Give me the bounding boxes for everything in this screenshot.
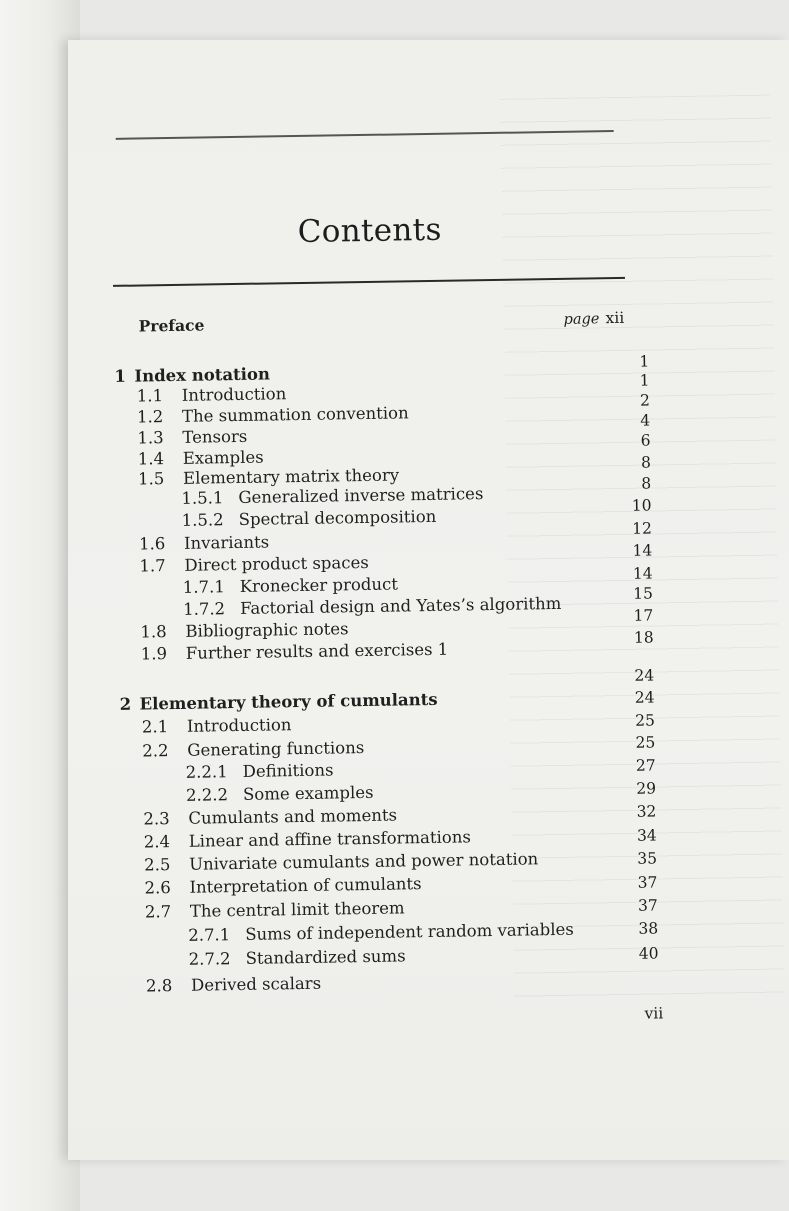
toc-entry-title: Introduction bbox=[181, 384, 287, 405]
toc-entry-title: Sums of independent random variables bbox=[245, 919, 574, 944]
toc-entry-number: 2.7.2 bbox=[188, 949, 231, 969]
toc-entry-title: Elementary matrix theory bbox=[182, 465, 400, 488]
toc-entry-number: 2.2.2 bbox=[185, 785, 229, 805]
toc-entry-page: 25 bbox=[635, 733, 656, 752]
toc-entry-title: Index notation bbox=[134, 364, 271, 386]
toc-entry-page: 40 bbox=[638, 944, 659, 963]
toc-entry-number: 2.3 bbox=[143, 809, 170, 829]
page-content bbox=[59, 34, 789, 1165]
toc-entry-number: 1.5.1 bbox=[181, 488, 224, 508]
toc-entry-number: 1.2 bbox=[136, 407, 164, 427]
toc-entry-title: Examples bbox=[182, 447, 264, 468]
toc-entry-number: 1 bbox=[114, 366, 127, 386]
toc-entry-number: 1.5 bbox=[137, 469, 165, 489]
page-title: Contents bbox=[297, 211, 442, 251]
toc-entry-title: Bibliographic notes bbox=[185, 619, 349, 641]
toc-entry-title: Further results and exercises 1 bbox=[185, 639, 449, 663]
toc-entry-title: Cumulants and moments bbox=[188, 805, 398, 828]
preface-page-number: xii bbox=[605, 308, 625, 328]
toc-entry-number: 2.5 bbox=[143, 855, 171, 875]
toc-entry-title: Introduction bbox=[186, 715, 292, 736]
toc-entry-number: 2.7 bbox=[144, 902, 172, 922]
toc-entry-number: 2.1 bbox=[141, 717, 169, 737]
toc-entry-page: 27 bbox=[635, 756, 656, 775]
toc-entry-page: 8 bbox=[640, 453, 652, 472]
toc-entry-title: The central limit theorem bbox=[189, 898, 405, 921]
toc-entry-page: 1 bbox=[639, 352, 650, 371]
page-folio: vii bbox=[644, 1004, 664, 1023]
toc-entry-title: Tensors bbox=[182, 426, 248, 447]
toc-entry-page: 37 bbox=[637, 873, 658, 892]
preface-label: Preface bbox=[138, 315, 205, 336]
toc-entry-page: 8 bbox=[641, 474, 652, 493]
toc-entry-title: Standardized sums bbox=[245, 946, 406, 968]
toc-entry-page: 32 bbox=[636, 802, 657, 821]
toc-entry-page: 18 bbox=[633, 628, 654, 647]
toc-entry-title: Univariate cumulants and power notation bbox=[188, 849, 539, 874]
toc-entry-title: Factorial design and Yates’s algorithm bbox=[239, 593, 562, 618]
book-page bbox=[68, 40, 789, 1160]
toc-entry-number: 1.5.2 bbox=[181, 510, 224, 530]
toc-entry-title: Spectral decomposition bbox=[238, 506, 437, 529]
toc-entry-number: 1.7 bbox=[139, 556, 166, 576]
table-of-contents bbox=[59, 34, 789, 1165]
toc-entry-number: 1.8 bbox=[140, 622, 167, 642]
toc-entry-number: 1.1 bbox=[136, 386, 164, 406]
toc-entry-page: 1 bbox=[639, 371, 650, 390]
toc-entry-page: 37 bbox=[637, 896, 658, 915]
toc-entry-title: Definitions bbox=[242, 760, 334, 781]
toc-entry-number: 2.4 bbox=[143, 832, 171, 852]
toc-entry-page: 35 bbox=[637, 849, 658, 868]
toc-entry-number: 2.2.1 bbox=[185, 762, 228, 782]
toc-entry-title: Direct product spaces bbox=[184, 552, 369, 575]
toc-entry-page: 2 bbox=[639, 391, 651, 410]
toc-entry-title: Generalized inverse matrices bbox=[238, 484, 484, 507]
toc-entry-page: 14 bbox=[632, 541, 653, 560]
toc-entry-page: 15 bbox=[633, 584, 654, 603]
toc-entry-title: Invariants bbox=[183, 532, 270, 553]
toc-entry-number: 1.7.2 bbox=[182, 599, 226, 619]
toc-entry-page: 17 bbox=[633, 606, 654, 625]
toc-entry-title: Some examples bbox=[242, 782, 374, 804]
toc-entry-title: Kronecker product bbox=[239, 574, 399, 596]
toc-entry-number: 1.7.1 bbox=[182, 577, 225, 597]
toc-entry-page: 10 bbox=[631, 496, 652, 515]
toc-entry-number: 2.6 bbox=[144, 878, 171, 898]
toc-entry-page: 25 bbox=[635, 711, 656, 730]
toc-entry-title: Interpretation of cumulants bbox=[189, 874, 422, 897]
toc-entry-title: Linear and affine transformations bbox=[188, 827, 472, 851]
toc-entry-page: 24 bbox=[634, 688, 655, 707]
toc-entry-page: 34 bbox=[636, 826, 657, 845]
toc-entry-page: 6 bbox=[640, 431, 651, 450]
toc-entry-page: 29 bbox=[636, 779, 657, 798]
toc-entry-number: 1.9 bbox=[140, 644, 168, 664]
toc-entry-number: 2.7.1 bbox=[188, 925, 231, 945]
toc-entry-title: Elementary theory of cumulants bbox=[139, 689, 438, 714]
toc-entry-number: 2.8 bbox=[145, 976, 173, 996]
toc-entry-page: 14 bbox=[632, 564, 653, 583]
toc-entry-page: 24 bbox=[634, 666, 655, 685]
toc-entry-number: 1.6 bbox=[138, 534, 166, 554]
toc-entry-page: 12 bbox=[632, 519, 653, 538]
toc-entry-number: 2.2 bbox=[142, 741, 169, 761]
toc-entry-number: 2 bbox=[119, 694, 132, 714]
toc-entry-title: The summation convention bbox=[181, 403, 409, 426]
toc-entry-number: 1.3 bbox=[137, 428, 164, 448]
toc-entry-page: 4 bbox=[640, 411, 651, 430]
preface-page-word: page bbox=[563, 311, 600, 328]
toc-entry-title: Generating functions bbox=[187, 738, 365, 760]
toc-entry-page: 38 bbox=[638, 919, 659, 938]
toc-entry-number: 1.4 bbox=[137, 449, 165, 469]
toc-entry-title: Derived scalars bbox=[190, 973, 322, 995]
